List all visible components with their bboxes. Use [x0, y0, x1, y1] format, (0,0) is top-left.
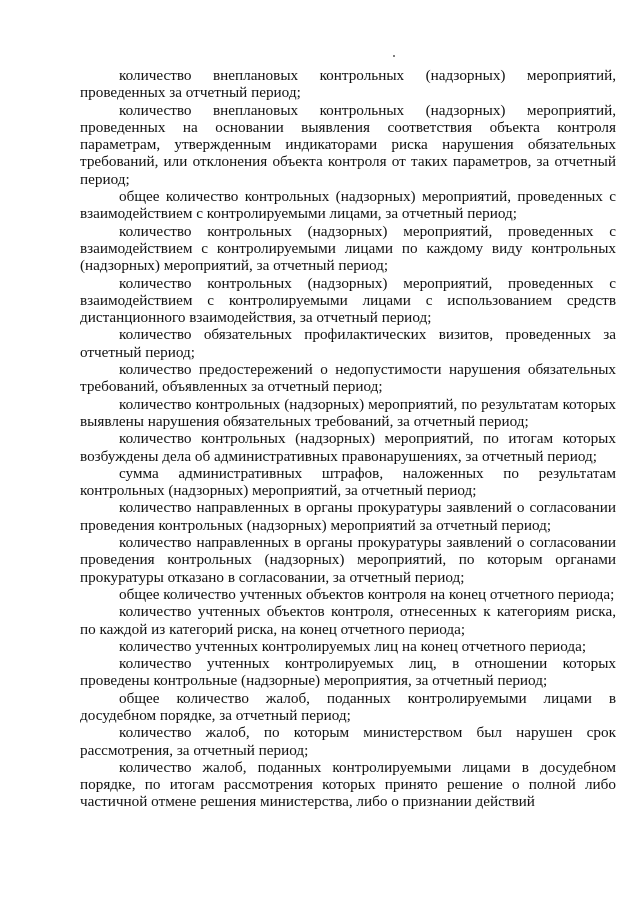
- list-item: общее количество жалоб, поданных контролируемыми лицами в досудебном порядке, за отчетный период;: [80, 689, 616, 724]
- document-body: [80, 67, 616, 811]
- list-item: общее количество контрольных (надзорных) мероприятий, проведенных с взаимодействием с контролируемыми лицами, за отчетный период;: [80, 188, 616, 223]
- list-item: количество учтенных объектов контроля, отнесенных к категориям риска, по каждой из категорий риска, на конец отчетного периода;: [80, 603, 616, 638]
- list-item: количество направленных в органы прокуратуры заявлений о согласовании проведения контрольных (надзорных) мероприятий, по которым органами прокуратуры отказано в согласовании, за отчетный период;: [80, 534, 616, 586]
- list-item: количество контрольных (надзорных) мероприятий, проведенных с взаимодействием с контролируемыми лицами по каждому виду контрольных (надзорных) мероприятий, за отчетный период;: [80, 222, 616, 275]
- list-item: общее количество учтенных объектов контроля на конец отчетного периода;: [119, 585, 615, 603]
- list-item: количество внеплановых контрольных (надзорных) мероприятий, проведенных на основании выявления соответствия объекта контроля параметрам, утвержденным индикаторами риска нарушения обязательных требований, или отклонения объекта контроля от таких параметров, за отчетный период;: [80, 101, 616, 188]
- list-item: количество жалоб, поданных контролируемыми лицами в досудебном порядке, по итогам рассмотрения которых принято решение о полной либо частичной отмене решения министерства, либо о признании действий: [80, 758, 616, 811]
- list-item: количество направленных в органы прокуратуры заявлений о согласовании проведения контрольных (надзорных) мероприятий за отчетный период;: [80, 499, 616, 534]
- list-item: количество контрольных (надзорных) мероприятий, по итогам которых возбуждены дела об административных правонарушениях, за отчетный период;: [80, 430, 616, 465]
- list-item: количество контрольных (надзорных) мероприятий, проведенных с взаимодействием с контролируемыми лицами с использованием средств дистанционного взаимодействия, за отчетный период;: [80, 274, 616, 327]
- list-item: сумма административных штрафов, наложенных по результатам контрольных (надзорных) мероприятий, за отчетный период;: [80, 464, 616, 500]
- list-item: количество жалоб, по которым министерством был нарушен срок рассмотрения, за отчетный период;: [80, 724, 616, 759]
- list-item: количество внеплановых контрольных (надзорных) мероприятий, проведенных за отчетный период;: [80, 67, 616, 102]
- list-item: количество контрольных (надзорных) мероприятий, по результатам которых выявлены нарушения обязательных требований, за отчетный период;: [80, 395, 616, 430]
- list-item: количество обязательных профилактических визитов, проведенных за отчетный период;: [80, 326, 616, 361]
- scan-speck: [393, 55, 395, 57]
- list-item: количество учтенных контролируемых лиц, в отношении которых проведены контрольные (надзорные) мероприятия, за отчетный период;: [80, 655, 616, 690]
- list-item: количество предостережений о недопустимости нарушения обязательных требований, объявленных за отчетный период;: [80, 361, 616, 396]
- list-item: количество учтенных контролируемых лиц на конец отчетного периода;: [119, 637, 587, 655]
